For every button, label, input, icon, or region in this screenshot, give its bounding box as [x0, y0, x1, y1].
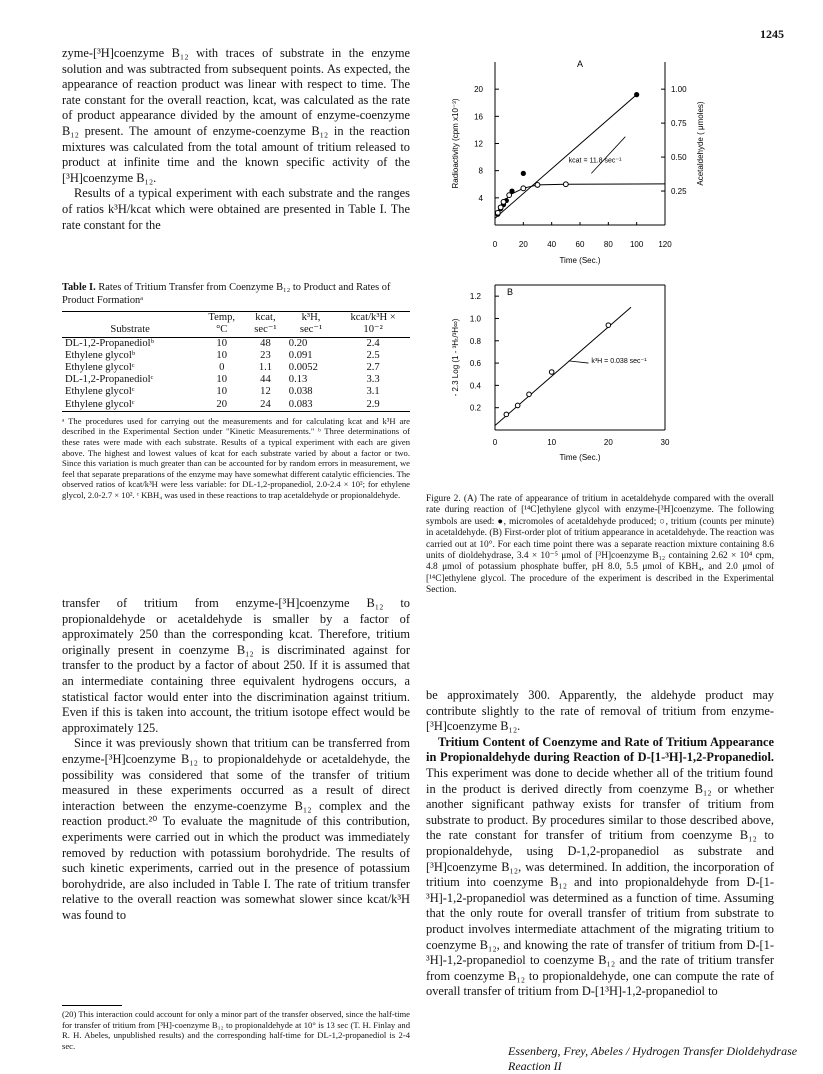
- table-cell: DL-1,2-Propanediolᶜ: [65, 374, 154, 386]
- paragraph: This experiment was done to decide whether all of the tritium found in the product is derived directly from coenzyme B₁₂ or whether another significant pathway exists for transfer of tritium from substrate to product. By procedures similar to those described above, the rate constant for transfer of tritium from coenzyme B₁₂ to propionaldehyde, using D-1,2-propanediol as substrate and [³H]coenzyme B₁₂, was determined. In addition, the incorporation of tritium into coenzyme B₁₂ and into propionaldehyde from D-[1-³H]-1,2-propanediol was determined as a function of time. Assuming that the only route for overall transfer of tritium from substrate to product involves intermediate attachment of the migrating tritium to coenzyme B₁₂, and knowing the rate of transfer of tritium from D-[1-³H]-1,2-propanediol to coenzyme B₁₂ and the rate of tritium transfer from coenzyme B₁₂ to propionaldehyde, one can compute the rate of overall transfer of tritium from D-[1³H]-1,2-propanediol to: [426, 765, 774, 999]
- right-column-bottom: [426, 688, 774, 1000]
- table-cell: 0.13: [288, 374, 308, 386]
- table-cell: 0.20: [288, 337, 308, 349]
- paragraph: zyme-[³H]coenzyme B₁₂ with traces of substrate in the enzyme solution and was subtracted from subsequent points. As expected, the appearance of reaction product was linear with respect to time. The rate constant for the overall reaction, kcat, was calculated as the rate of product appearance divided by the amount of enzyme-coenzyme B₁₂ present. The amount of enzyme-coenzyme B₁₂ in the reaction mixtures was calculated from the total amount of tritium released to product at infinite time and the known specific activity of the [³H]coenzyme B₁₂.: [62, 46, 410, 185]
- table-cell: 20: [216, 398, 228, 410]
- y-tick-label: 0.8: [469, 336, 481, 346]
- table-cell: 10: [216, 374, 228, 386]
- table-cell: 2.7: [366, 362, 380, 373]
- table-cell: Ethylene glycolᶜ: [65, 398, 135, 410]
- x-tick-label: 60: [575, 240, 585, 249]
- paragraph: Results of a typical experiment with each substrate and the ranges of ratios k³H/kcat which were obtained are presented in Table I. The rate constant for the: [62, 186, 410, 232]
- column-header: °C: [198, 324, 245, 337]
- rates-table: [62, 311, 410, 412]
- table-notes: ᵃ The procedures used for carrying out the measurements and for calculating kcat and k³H are described in the Experimental Section under "Kinetic Measurements." ᵇ Three determinations of these rates were made with each substrate. Results of a typical experiment with each are given above. The highest and lowest values of kcat for each substrate varied by about a factor or two. Since this variation is much greater than can be accounted for by random errors in measurement, we feel that separate preparations of the enzyme may have somewhat different catalytic efficiencies. The observed ratios of kcat/k³H were less variable: for DL-1,2-propanediol, 2.0-2.4 × 10²; for ethylene glycol, 2.0-2.7 × 10². ᶜ KBH₄ was used in these reactions to trap acetaldehyde or propionaldehyde.: [62, 415, 410, 500]
- series-line-filled: [495, 95, 637, 219]
- column-header: sec⁻¹: [286, 324, 336, 337]
- table-cell: 3.1: [366, 386, 380, 398]
- x-tick-label: 0: [492, 240, 498, 249]
- table-1: [62, 282, 410, 501]
- table-cell: DL-1,2-Propanediolᵇ: [65, 337, 154, 349]
- paragraph: be approximately 300. Apparently, the aldehyde product may contribute slightly to the rate of removal of tritium from enzyme-[³H]coenzyme B₁₂.: [426, 688, 774, 734]
- y-tick-label: 16: [474, 112, 483, 122]
- x-axis-label: Time (Sec.): [559, 453, 601, 462]
- column-header: kcat,: [255, 312, 276, 324]
- data-point-filled: [521, 171, 526, 176]
- table-cell: Ethylene glycolᶜ: [65, 386, 135, 398]
- column-header: sec⁻¹: [245, 324, 286, 337]
- x-tick-label: 120: [658, 240, 672, 249]
- y-tick-label: 1.2: [469, 292, 481, 302]
- table-cell: 3.3: [366, 374, 380, 386]
- column-header: kcat/k³H ×: [350, 312, 396, 324]
- panel-b: [451, 285, 670, 462]
- annotation-pointer: [569, 361, 589, 363]
- figure-caption: Figure 2. (A) The rate of appearance of tritium in acetaldehyde compared with the overall rate during reaction of [¹⁴C]ethylene glycol with enzyme-[³H]coenzyme. The following symbols are used: ●, micromoles of acetaldehyde produced; ○, tritium (counts per minute) in acetaldehyde. (B) First-order plot of tritium appearance in acetaldehyde. The reaction was carried out at 10°. For each time point there was a separate reaction mixture containing 8.6 units of dioldehydrase, 3.4 × 10⁻⁵ μmol of [³H]coenzyme B₁₂ containing 2.62 × 10⁴ cpm, 4.8 μmol of potassium phosphate buffer, pH 8.0, 5.5 μmol of KBH₄, and 2.0 μmol of [¹⁴C]ethylene glycol. The procedure of the experiment is described in the Experimental Section.: [426, 494, 774, 596]
- paragraph: Since it was previously shown that tritium can be transferred from enzyme-[³H]coenzyme B₁₂ to propionaldehyde or acetaldehyde, the possibility was considered that some of the transfer of tritium measured in these experiments occurred as a result of direct interaction between the enzyme-coenzyme B₁₂ complex and the reaction product.²⁰ To evaluate the magnitude of this contribution, experiments were carried out in which the product was immediately removed by reduction with potassium borohydride. The results of such kinetic experiments, carried out in the presence of potassium borohydride, are also included in Table I. The rate of tritium transfer relative to the overall reaction was somewhat slower since kcat/k³H was found to: [62, 736, 410, 922]
- y2-tick-label: 0.75: [671, 119, 687, 129]
- column-header: Substrate: [62, 324, 198, 337]
- y-tick-label: 8: [478, 166, 483, 176]
- data-point-open: [507, 193, 512, 198]
- y-tick-label: 20: [474, 85, 483, 95]
- y2-tick-label: 0.50: [671, 153, 687, 163]
- table-cell: 10: [216, 337, 228, 349]
- y-tick-label: 1.0: [469, 314, 481, 324]
- data-point-open: [535, 183, 540, 188]
- x-tick-label: 0: [492, 438, 498, 447]
- table-cell: 48: [260, 337, 271, 349]
- data-point-open: [527, 392, 532, 397]
- section-heading: Tritium Content of Coenzyme and Rate of Tritium Appearance in Propionaldehyde during Reaction of D-[1-³H]-1,2-Propanediol.: [426, 734, 774, 765]
- y-axis-label-left: Radioactivity (cpm x10⁻³): [451, 98, 460, 189]
- data-point-open: [495, 210, 500, 215]
- x-axis-label: Time (Sec.): [559, 256, 601, 265]
- table-caption-text: Rates of Tritium Transfer from Coenzyme B₁₂ to Product and Rates of Product Formationᵃ: [62, 282, 391, 306]
- y-tick-label: 4: [478, 193, 483, 203]
- table-cell: 24: [260, 398, 271, 410]
- footnote-rule: [62, 1005, 122, 1006]
- data-point-open: [498, 205, 503, 210]
- column-header: 10⁻²: [336, 324, 410, 337]
- annotation-k3h: k³H = 0.038 sec⁻¹: [591, 358, 647, 366]
- page-footer: Essenberg, Frey, Abeles / Hydrogen Transfer Dioldehydrase Reaction II: [508, 1044, 798, 1073]
- table-cell: 2.4: [366, 337, 380, 349]
- table-caption: [62, 282, 410, 307]
- data-point-open: [549, 370, 554, 375]
- data-point-filled: [634, 92, 639, 97]
- data-point-open: [521, 186, 526, 191]
- table-cell: 0.083: [288, 398, 313, 410]
- column-header: [62, 312, 198, 325]
- table-cell: 0.0052: [288, 362, 318, 373]
- table-cell: 0.038: [288, 386, 313, 398]
- table-cell: Ethylene glycolᶜ: [65, 362, 135, 373]
- y-tick-label: 12: [474, 139, 483, 149]
- table-caption-label: Table I.: [62, 282, 96, 293]
- x-tick-label: 20: [518, 240, 528, 249]
- y-tick-label: 0.2: [469, 403, 481, 413]
- y-axis-label: - 2.3 Log (1 - ³Hₜ/³H∞): [451, 318, 460, 397]
- data-point-open: [606, 323, 611, 328]
- y-tick-label: 0.4: [469, 381, 481, 391]
- data-point-open: [501, 200, 506, 205]
- table-cell: 0: [219, 362, 225, 373]
- table-cell: 2.5: [366, 349, 380, 361]
- table-row: [62, 374, 410, 386]
- data-point-open: [515, 403, 520, 408]
- table-cell: 0.091: [288, 349, 313, 361]
- table-row: [62, 337, 410, 350]
- data-point-open: [504, 412, 509, 417]
- x-tick-label: 10: [547, 438, 557, 447]
- footnote-20: (20) This interaction could account for only a minor part of the transfer observed, since the half-time for transfer of tritium from [³H]-coenzyme B₁₂ to propionaldehyde at 10° is 13 sec (T. H. Finlay and R. H. Abeles, unpublished results) and the corresponding half-time for DL-1,2-propanediol is 2-4 sec.: [62, 1009, 410, 1051]
- y-tick-label: 0.6: [469, 359, 481, 369]
- annotation-kcat: kcat = 11.8 sec⁻¹: [568, 157, 622, 165]
- table-cell: 10: [216, 349, 228, 361]
- table-cell: 10: [216, 386, 228, 398]
- y2-tick-label: 1.00: [671, 85, 687, 95]
- table-row: [62, 386, 410, 398]
- left-column-top: [62, 46, 410, 233]
- table-cell: 12: [260, 386, 271, 398]
- x-tick-label: 20: [603, 438, 613, 447]
- data-point-open: [563, 182, 568, 187]
- table-cell: 1.1: [258, 362, 273, 373]
- paragraph: transfer of tritium from enzyme-[³H]coenzyme B₁₂ to propionaldehyde or acetaldehyde is smaller by a factor of approximately 250 than the corresponding kcat. Therefore, tritium originally present in coenzyme B₁₂ is discriminated against for transfer to the product by a factor of about 250. If it is assumed that an intermediate containing three equivalent hydrogens occurs, a statistical factor would enter into the discrimination against tritium. Even if this is taken into account, the tritium isotope effect would be approximately 125.: [62, 596, 410, 735]
- table-row: [62, 362, 410, 374]
- table-cell: 2.9: [366, 398, 380, 410]
- table-cell: 23: [260, 349, 271, 361]
- table-cell: 44: [260, 374, 271, 386]
- figure-2: [440, 40, 770, 488]
- panel-label: A: [576, 59, 584, 69]
- panel-label: B: [507, 287, 514, 297]
- annotation-pointer: [591, 137, 625, 174]
- column-header: Temp,: [208, 312, 236, 324]
- panel-a: [451, 59, 705, 265]
- y2-tick-label: 0.25: [671, 187, 687, 197]
- table-cell: Ethylene glycolᵇ: [65, 349, 136, 361]
- left-column-bottom: [62, 596, 410, 923]
- x-tick-label: 100: [629, 240, 644, 249]
- table-row: [62, 350, 410, 362]
- y-axis-label-right: Acetaldehyde ( μmoles): [696, 101, 705, 186]
- table-row: [62, 399, 410, 412]
- column-header: k³H,: [301, 312, 321, 324]
- x-tick-label: 30: [660, 438, 670, 447]
- page-number: 1245: [760, 27, 784, 41]
- x-tick-label: 40: [547, 240, 557, 249]
- x-tick-label: 80: [603, 240, 613, 249]
